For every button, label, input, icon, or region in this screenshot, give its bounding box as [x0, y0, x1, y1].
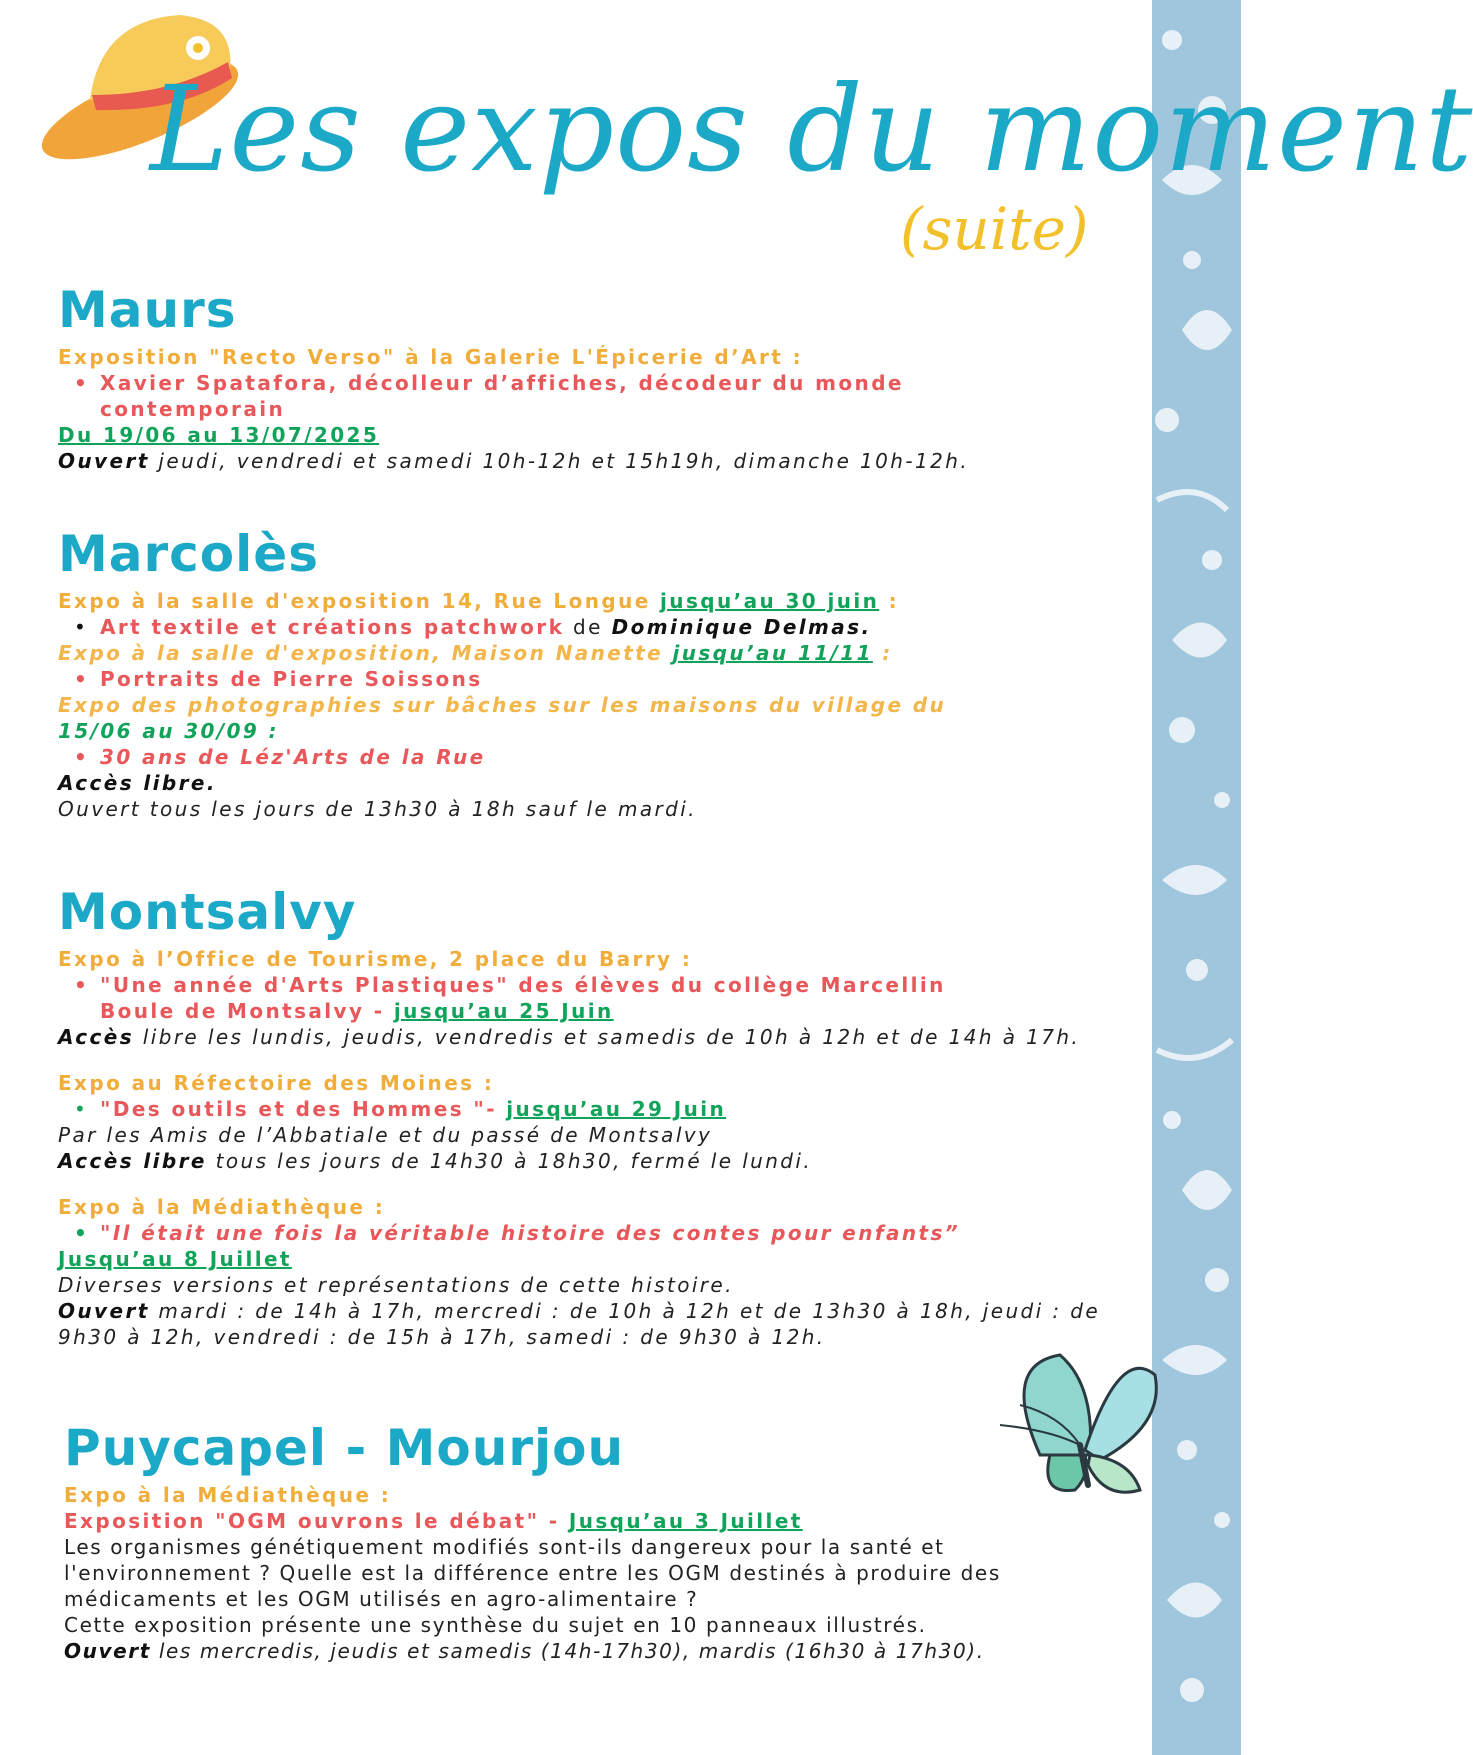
town-heading: Marcolès: [58, 525, 319, 583]
desc-line-4: Cette exposition présente une synthèse du sujet en 10 panneaux illustrés.: [64, 1613, 927, 1637]
venue-line: Exposition "Recto Verso" à la Galerie L'Épicerie d’Art :: [58, 345, 803, 369]
opening-hours: [64, 1638, 1144, 1664]
town-heading: Puycapel - Mourjou: [64, 1419, 625, 1477]
venue-line: Expo à la Médiathèque :: [64, 1483, 392, 1507]
open-text: les mercredis, jeudis et samedis (14h-17h30), mardis (16h30 à 17h30).: [150, 1639, 985, 1663]
venue2-text: Expo à la salle d'exposition, Maison Nanette: [58, 641, 673, 665]
item3-date: Jusqu’au 8 Juillet: [58, 1247, 292, 1271]
item1-date: jusqu’au 25 Juin: [393, 999, 614, 1023]
access-line-1: [58, 1024, 1138, 1050]
venue2-post: :: [872, 641, 893, 665]
venue-line-3: Expo à la Médiathèque :: [58, 1195, 386, 1219]
desc-line-2: l'environnement ? Quelle est la différence entre les OGM destinés à produire des: [64, 1561, 1001, 1585]
date-line: Du 19/06 au 13/07/2025: [58, 423, 380, 447]
venue-line-1: Expo à l’Office de Tourisme, 2 place du Barry :: [58, 947, 693, 971]
access1-label: Accès: [58, 1025, 135, 1049]
open-label: Ouvert: [58, 449, 150, 473]
venue-line-1: [58, 588, 1138, 614]
item2-text: "Des outils et des Hommes "-: [100, 1097, 507, 1121]
item3-desc: Diverses versions et représentations de cette histoire.: [58, 1273, 734, 1297]
artist-text-1: Xavier Spatafora, décolleur d’affiches, décodeur du monde: [100, 371, 904, 395]
desc-line-1: Les organismes génétiquement modifiés sont-ils dangereux pour la santé et: [64, 1535, 945, 1559]
item1-de: de: [564, 615, 612, 639]
item-line-1: [58, 972, 1138, 1024]
item1-text: Art textile et créations patchwork: [100, 615, 565, 639]
open3-text-1: mardi : de 14h à 17h, mercredi : de 10h à 12h et de 13h30 à 18h, jeudi : de: [149, 1299, 1101, 1323]
section-montsalvy: [58, 884, 1138, 1350]
venue2-date: jusqu’au 11/11: [672, 641, 873, 665]
access2-text: tous les jours de 14h30 à 18h30, fermé le lundi.: [206, 1149, 813, 1173]
venue-line-2: [58, 640, 1138, 666]
opening-hours: Ouvert tous les jours de 13h30 à 18h sauf le mardi.: [58, 797, 697, 821]
item-line-3: • "Il était une fois la véritable histoire des contes pour enfants”: [58, 1220, 1138, 1246]
town-heading: Maurs: [58, 281, 237, 339]
item2-date: jusqu’au 29 Juin: [506, 1097, 727, 1121]
item-line-2: [58, 1096, 1138, 1122]
item1-name: Dominique Delmas.: [611, 615, 872, 639]
access-line: Accès libre.: [58, 771, 217, 795]
venue-line-2: Expo au Réfectoire des Moines :: [58, 1071, 495, 1095]
artist-text-2: contemporain: [100, 397, 286, 421]
access1-text: libre les lundis, jeudis, vendredis et samedis de 10h à 12h et de 14h à 17h.: [134, 1025, 1081, 1049]
item1-text-2: Boule de Montsalvy -: [100, 999, 394, 1023]
venue-line-3-date: 15/06 au 30/09 :: [58, 719, 279, 743]
open3-text-2: 9h30 à 12h, vendredi : de 15h à 17h, samedi : de 9h30 à 12h.: [58, 1325, 826, 1349]
item2-by: Par les Amis de l’Abbatiale et du passé de Montsalvy: [58, 1123, 713, 1147]
page-subtitle: (suite): [900, 195, 1089, 263]
expo-text: Exposition "OGM ouvrons le débat" -: [64, 1509, 569, 1533]
town-heading: Montsalvy: [58, 883, 357, 941]
butterfly-icon: [980, 1345, 1180, 1505]
venue1-date: jusqu’au 30 juin: [660, 589, 880, 613]
item1-text-1: "Une année d'Arts Plastiques" des élèves du collège Marcellin: [100, 973, 946, 997]
artist-line: [58, 370, 1138, 422]
section-marcoles: [58, 526, 1138, 822]
section-maurs: [58, 282, 1138, 474]
venue1-post: :: [879, 589, 900, 613]
item-line-2: • Portraits de Pierre Soissons: [58, 666, 1138, 692]
desc-line-3: médicaments et les OGM utilisés en agro-alimentaire ?: [64, 1587, 699, 1611]
venue1-text: Expo à la salle d'exposition 14, Rue Longue: [58, 589, 661, 613]
open-text: jeudi, vendredi et samedi 10h-12h et 15h19h, dimanche 10h-12h.: [149, 449, 970, 473]
opening-hours: [58, 1298, 1138, 1350]
opening-hours: [58, 448, 1138, 474]
access-line-2: [58, 1148, 1138, 1174]
item-line-3: • 30 ans de Léz'Arts de la Rue: [58, 744, 1138, 770]
venue-line-3: Expo des photographies sur bâches sur les maisons du village du: [58, 693, 947, 717]
access2-label: Accès libre: [58, 1149, 207, 1173]
expo-date: Jusqu’au 3 Juillet: [568, 1509, 803, 1533]
item-line-1: [58, 614, 1138, 640]
open-label: Ouvert: [64, 1639, 151, 1663]
page-title: Les expos du moment: [150, 60, 1473, 198]
open3-label: Ouvert: [58, 1299, 150, 1323]
expo-line: [64, 1508, 1144, 1534]
